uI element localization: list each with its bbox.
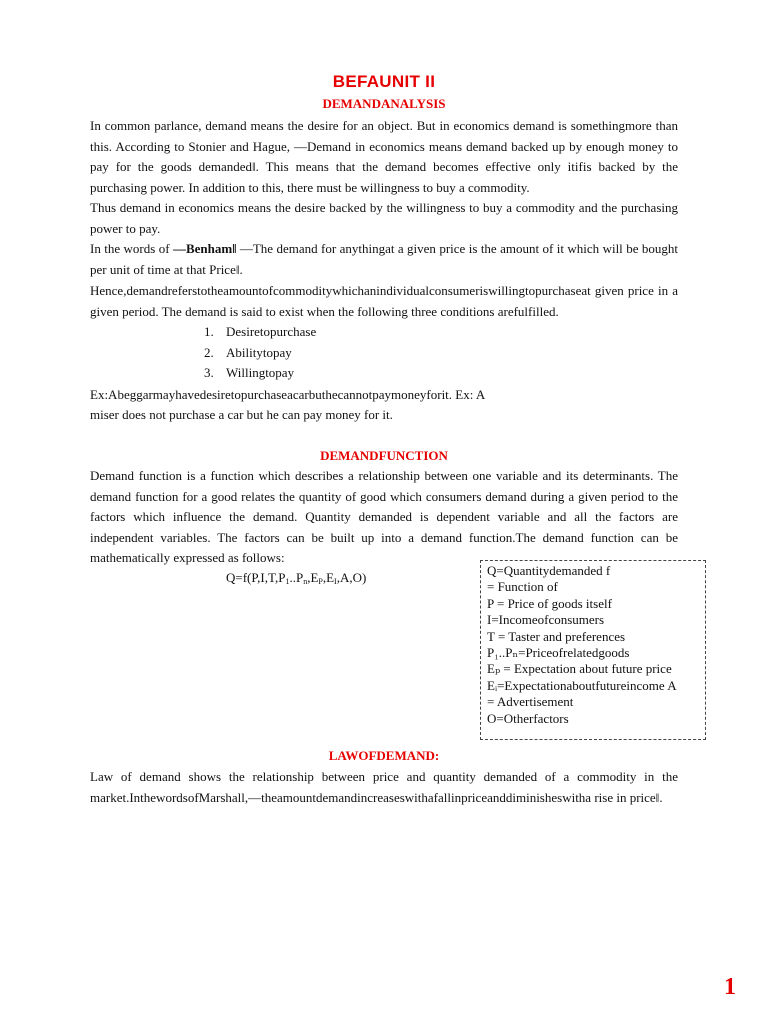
list-item: 3. Willingtopay — [204, 365, 295, 380]
heading-law-of-demand: LAWOFDEMAND: — [328, 748, 440, 763]
list-item: 1. Desiretopurchase — [204, 324, 317, 339]
legend-line: = Advertisement — [487, 694, 574, 710]
legend-line: Eₚ = Expectation about future price — [487, 661, 672, 677]
benham-prefix: In the words of — [90, 241, 173, 256]
legend-line: Eᵢ=Expectationaboutfutureincome A — [487, 677, 677, 693]
legend-line: I=Incomeofconsumers — [487, 612, 605, 628]
demand-function-formula: $Q=f(P,I,T,P_1..P_n,E_P,E_I,A,O)$ — [226, 570, 367, 586]
page-number: 1 — [724, 974, 736, 1000]
example-line-2: miser does not purchase a car but he can pay money for it. — [90, 407, 393, 422]
legend-line: O=Otherfactors — [487, 710, 569, 726]
conditions-list — [204, 322, 316, 384]
section-title-demand-analysis: DEMANDANALYSIS — [322, 96, 446, 111]
benham-quote: —The demand for anythingat a given price is the amount of it which will be bought per unit of time at that Price‖. — [90, 241, 678, 277]
legend-line: Q=Quantitydemanded f — [487, 563, 611, 578]
legend-line: = Function of — [487, 579, 558, 595]
legend-line: T = Taster and preferences — [487, 628, 626, 644]
heading-demand-function: DEMANDFUNCTION — [320, 448, 448, 463]
example-line-1: Ex:Abeggarmayhavedesiretopurchaseacarbuthecannotpaymoneyforit. Ex: A — [90, 387, 486, 402]
intro-paragraph-3 — [90, 239, 678, 280]
intro-paragraph-2: Thus demand in economics means the desire backed by the willingness to buy a commodity and the purchasing power to pay. — [90, 200, 678, 236]
demand-function-paragraph: Demand function is a function which describes a relationship between one variable and its determinants. The demand function for a good relates the quantity of good which consumers demand during a given period to the factors which influence the demand. Quantity demanded is dependent variable and all the factors are independent variables. The factors can be built up into a demand function.The demand function can be mathematically expressed as follows: — [90, 468, 678, 565]
unit-title: BEFAUNIT II — [332, 72, 436, 91]
formula-legend-box — [480, 560, 706, 740]
list-item: 2. Abilitytopay — [204, 344, 292, 360]
intro-paragraph-1: In common parlance, demand means the desire for an object. But in economics demand is somethingmore than this. According to Stonier and Hague, —Demand in economics means demand backed up by enough money to pay for the goods demanded‖. This means that the demand becomes effective only itifis backed by the purchasing power. In addition to this, there must be willingness to buy a commodity. — [90, 118, 678, 195]
legend-line: P = Price of goods itself — [487, 595, 612, 611]
law-of-demand-paragraph: Law of demand shows the relationship between price and quantity demanded of a commodity in the market.InthewordsofMarshall,—theamountdemandincreaseswithafallinpriceanddiminisheswitha rise in price‖. — [90, 769, 678, 805]
legend-line: P₁..Pₙ=Priceofrelatedgoods — [487, 645, 630, 661]
benham-name: —Benham‖ — [172, 241, 237, 256]
intro-paragraph-4: Hence,demandreferstotheamountofcommoditywhichanindividualconsumeriswillingtopurchaseat given price in a given period. The demand is said to exist when the following three conditions arefulfilled. — [90, 283, 678, 319]
